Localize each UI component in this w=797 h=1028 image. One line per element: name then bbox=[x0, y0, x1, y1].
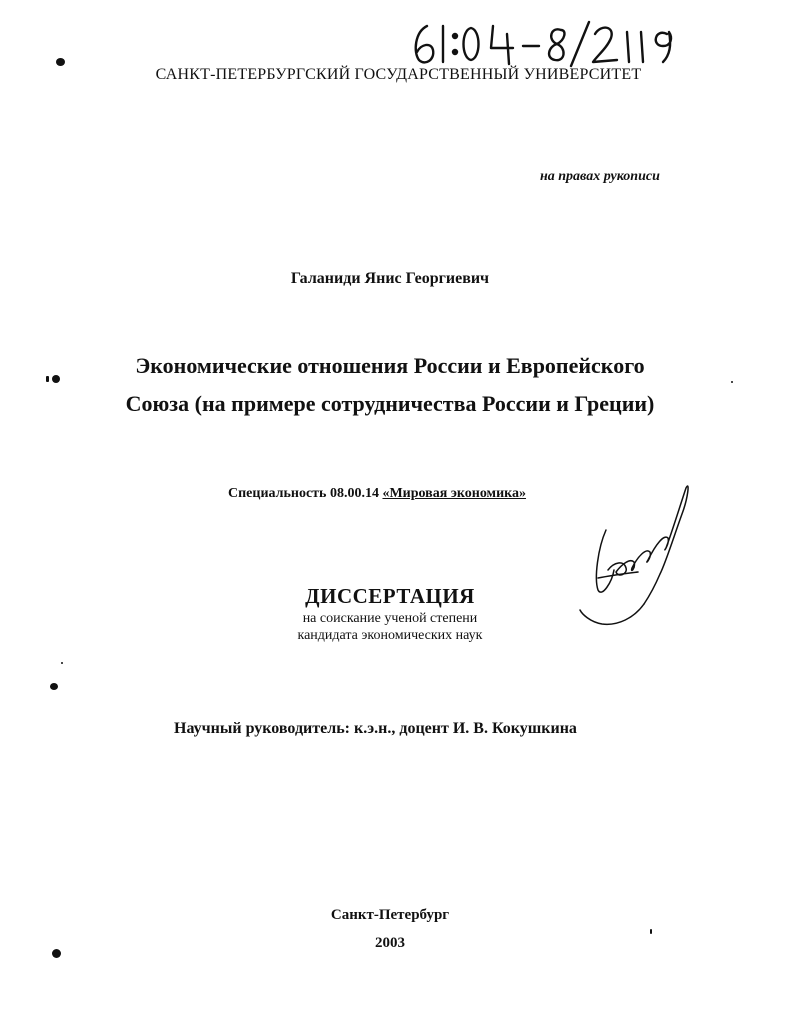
scan-speck bbox=[61, 662, 63, 664]
place-and-year bbox=[0, 901, 780, 957]
specialty-label: Специальность 08.00.14 bbox=[228, 486, 379, 501]
degree-line-1: на соискание ученой степени bbox=[302, 611, 478, 626]
degree-line-2: кандидата экономических наук bbox=[297, 628, 483, 643]
scan-speck bbox=[56, 58, 65, 66]
degree-info bbox=[0, 610, 780, 644]
specialty bbox=[228, 486, 526, 502]
scan-speck bbox=[52, 375, 60, 383]
scan-speck bbox=[52, 949, 61, 958]
manuscript-note: на правах рукописи bbox=[540, 169, 660, 184]
title-line-1: Экономические отношения России и Европейского bbox=[135, 353, 645, 378]
title-line-2: Союза (на примере сотрудничества России и Греции) bbox=[125, 391, 655, 416]
scan-speck bbox=[731, 381, 733, 383]
specialty-name: «Мировая экономика» bbox=[382, 486, 527, 501]
scientific-supervisor: Научный руководитель: к.э.н., доцент И. В. Кокушкина bbox=[174, 720, 577, 737]
scan-speck bbox=[50, 683, 58, 690]
handwritten-archive-code bbox=[405, 12, 705, 72]
city: Санкт-Петербург bbox=[330, 907, 450, 923]
archive-code-text bbox=[0, 0, 1, 1]
scan-speck bbox=[46, 376, 49, 382]
university-name: САНКТ-ПЕТЕРБУРГСКИЙ ГОСУДАРСТВЕННЫЙ УНИВЕРСИТЕТ bbox=[155, 66, 642, 83]
dissertation-heading: ДИССЕРТАЦИЯ bbox=[305, 584, 475, 608]
scan-speck bbox=[650, 929, 652, 934]
author-name: Галаниди Янис Георгиевич bbox=[290, 270, 490, 287]
year: 2003 bbox=[375, 935, 405, 951]
dissertation-title bbox=[0, 347, 780, 423]
